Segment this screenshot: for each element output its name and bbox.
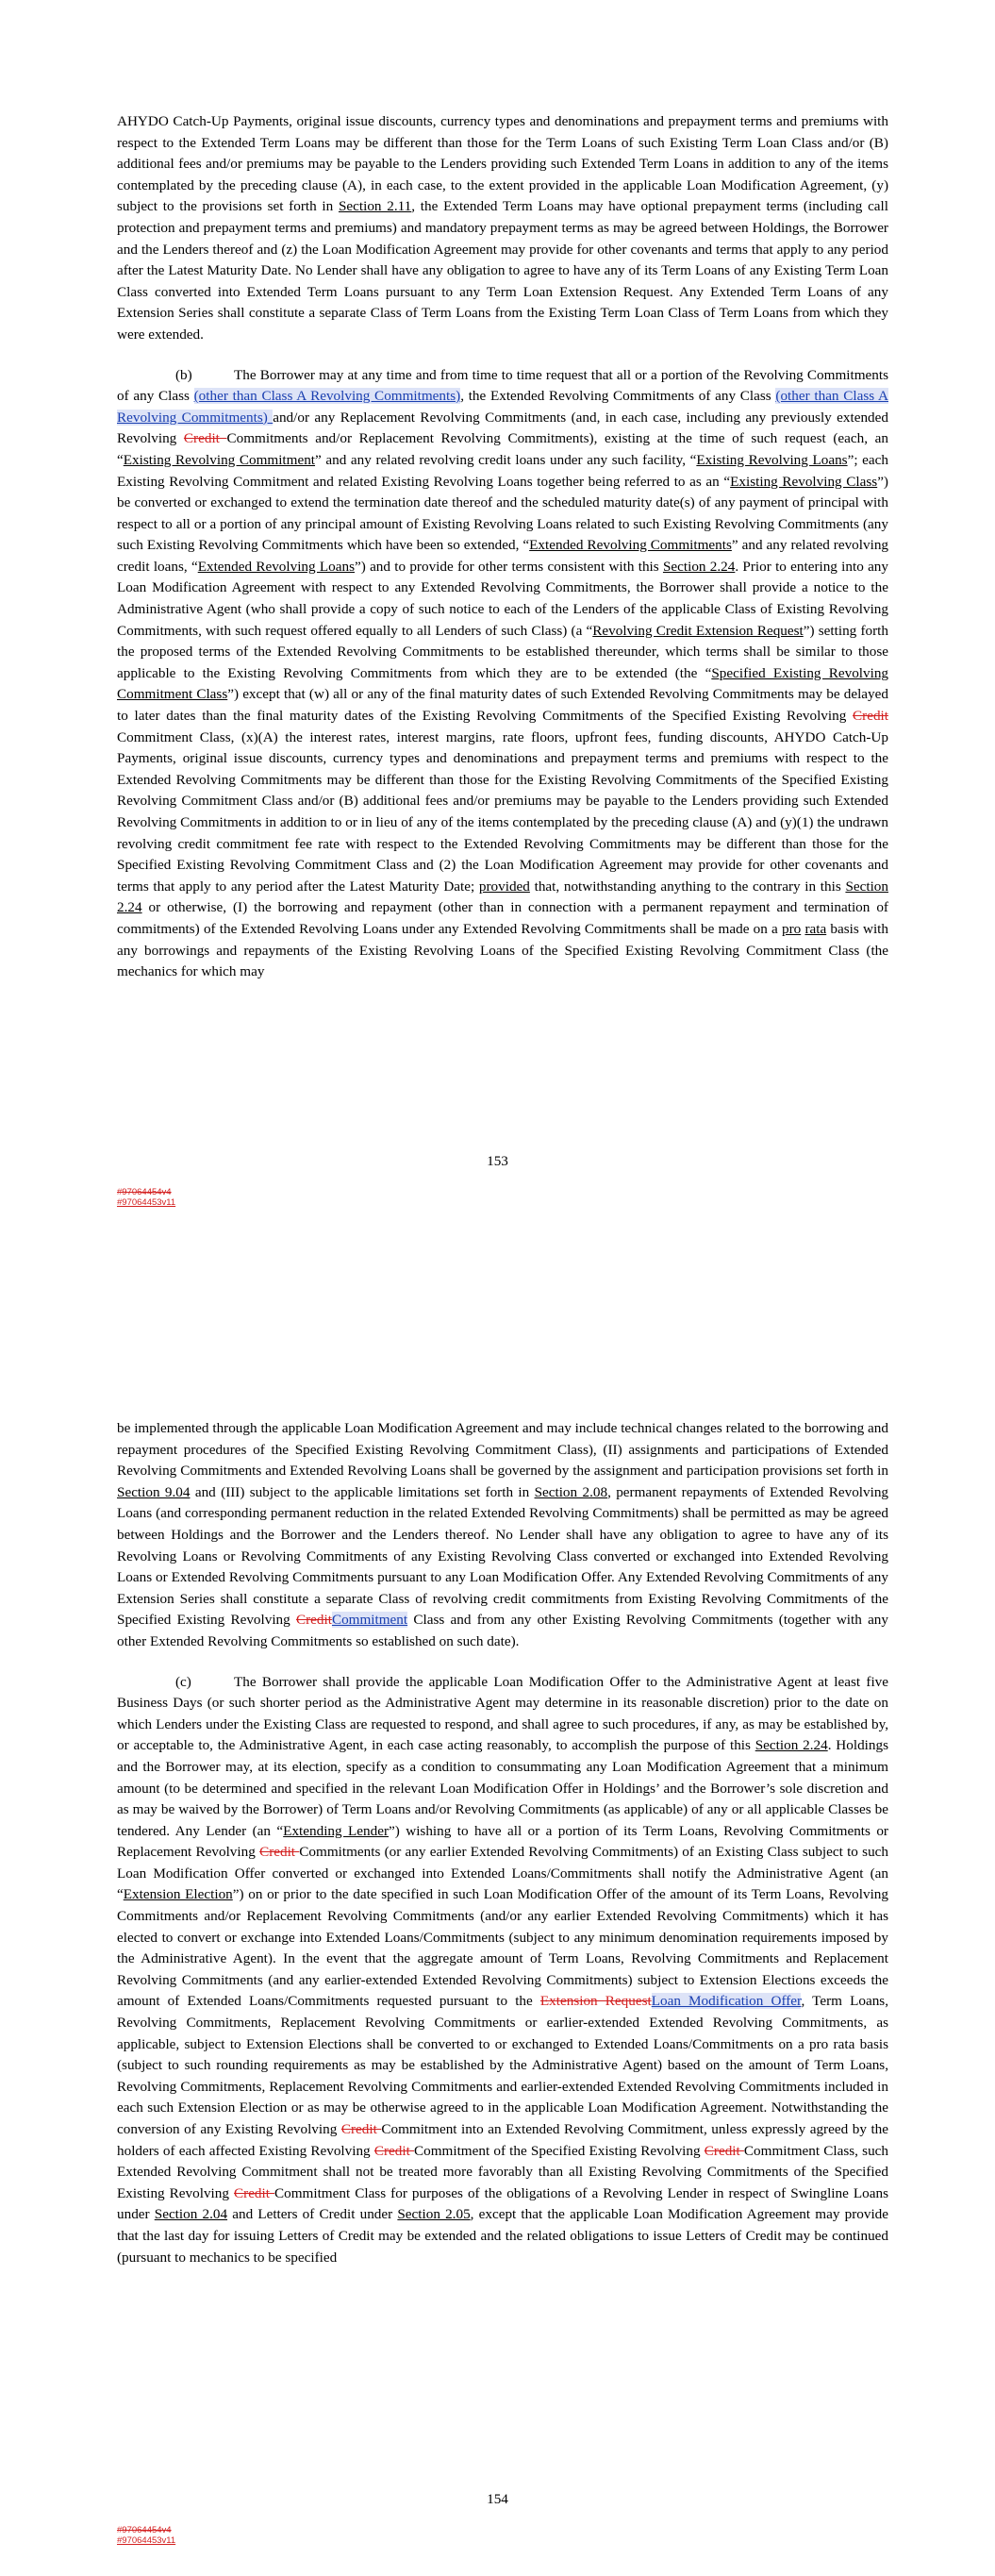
text-run: ”) setting forth the proposed terms of the Extended Revolving Commitments to be established thereunder, which terms shall be similar to those applicable to the Existing Revolving Commitments from which they are to be extended (the “ <box>117 622 888 681</box>
deleted-text: Credit <box>234 2184 275 2201</box>
page-154 <box>0 1418 995 2268</box>
clause-label-b: (b) <box>175 366 192 383</box>
defined-term: Section 9.04 <box>117 1483 191 1500</box>
paragraph-continuation-page-153 <box>117 111 888 346</box>
text-run: , Term Loans, Revolving Commitments, Replacement Revolving Commitments or earlier-extended Extended Revolving Commitments, as applicable, subject to Extension Elections shall be converted to or exchanged to Extended Loans/Commitments on a pro rata basis (subject to such rounding requirements as may be established by the Administrative Agent) based on the amount of Term Loans, Revolving Commitments, Replacement Revolving Commitments and earlier-extended Extended Revolving Commitments included in each such Extension Election or as may be otherwise agreed to in the applicable Loan Modification Agreement. Notwithstanding the conversion of any Existing Revolving <box>117 1993 888 2137</box>
text-run: Commitment Class, (x)(A) the interest rates, interest margins, rate floors, upfront fees, funding discounts, AHYDO Catch-Up Payments, original issue discounts, currency types and denominations and prepayment terms and premiums with respect to the Extended Revolving Commitments may be different than those for the Existing Revolving Commitments of the Specified Existing Revolving Commitment Class and/or (B) additional fees and/or premiums may be payable to the Lenders providing such Extended Revolving Commitments in addition to or in lieu of any of the items contemplated by the preceding clause (A) and (y)(1) the undrawn revolving credit commitment fee rate with respect to the Extended Revolving Commitments may be different than those for the Specified Existing Revolving Commitment Class and (2) the Loan Modification Agreement may provide for other covenants and terms that apply to any period after the Latest Maturity Date; <box>117 728 888 895</box>
text-run: Commitments and/or Replacement Revolving Commitments), existing at the time of such request (each, an “ <box>117 430 889 468</box>
defined-term: Section 2.24 <box>117 878 888 916</box>
inserted-text: Loan Modification Offer <box>651 1993 802 2010</box>
text-run: , permanent repayments of Extended Revolving Loans (and corresponding permanent reduction in the related Extended Revolving Commitments) shall be permitted as may be agreed between Holdings and the Borrower and the Lenders thereof. No Lender shall have any obligation to agree to have any of its Revolving Loans or Revolving Commitments of any Existing Revolving Class converted or exchanged into Extended Revolving Loans or Extended Revolving Commitments pursuant to any Loan Modification Offer. Any Extended Revolving Commitments of any Extension Series shall constitute a separate Class of revolving credit commitments from Existing Revolving Commitments of the Specified Existing Revolving <box>117 1483 889 1629</box>
text-run: that, notwithstanding anything to the contrary in this <box>529 878 846 895</box>
text-run: ”) and to provide for other terms consistent with this <box>355 558 663 575</box>
inserted-text: (other than Class A Revolving Commitments) <box>193 388 461 405</box>
text-run: Commitment Class for purposes of the obligations of a Revolving Lender in respect of Swingline Loans under <box>117 2184 888 2223</box>
text-run: Class and from any other Existing Revolving Commitments (together with any other Extended Revolving Commitments so established on such date). <box>117 1612 888 1649</box>
page-number-154: 154 <box>487 2491 508 2507</box>
text-run: ”) be converted or exchanged to extend the termination date thereof and the scheduled maturity date(s) of any payment of principal with respect to all or a portion of any principal amount of Existing Revolving Loans related to such Existing Revolving Commitments (any such Existing Revolving Commitments which have been so extended, “ <box>117 473 888 554</box>
text-run: ” and any related revolving credit loans under any such facility, “ <box>315 451 697 468</box>
deleted-text: Credit <box>340 2121 382 2137</box>
text-run: and Letters of Credit under <box>227 2206 398 2223</box>
document-id-footer-154 <box>117 2525 175 2546</box>
text-run: Commitment of the Specified Existing Revolving <box>414 2142 705 2159</box>
text-run: ”; each Existing Revolving Commitment and related Existing Revolving Loans together being referred to as an “ <box>117 451 888 490</box>
defined-term: Section 2.08 <box>534 1483 608 1500</box>
text-run: and (III) subject to the applicable limitations set forth in <box>190 1483 535 1500</box>
defined-term: Section 2.05 <box>397 2206 471 2223</box>
text-run: . Prior to entering into any Loan Modification Agreement with respect to any Extended Revolving Commitments, the Borrower shall provide a notice to the Administrative Agent (who shall provide a copy of such notice to each of the Lenders of the applicable Class of Existing Revolving Commitments, with such request offered equally to all Lenders of such Class) (a “ <box>117 558 888 639</box>
paragraph-c <box>117 1672 888 2269</box>
defined-term: Section 2.24 <box>662 558 736 575</box>
defined-term: Existing Revolving Class <box>730 473 878 490</box>
deleted-text: Credit <box>373 2142 414 2159</box>
defined-term: Extending Lender <box>283 1822 390 1839</box>
deleted-text: Credit <box>704 2142 744 2159</box>
defined-term: pro <box>781 920 802 937</box>
text-run: , the Extended Term Loans may have optional prepayment terms (including call protection and prepayment terms and premiums) and mandatory prepayment terms as may be agreed between Holdings, the Borrower and the Lenders thereof and (z) the Loan Modification Agreement may provide for other covenants and terms that apply to any period after the Latest Maturity Date. No Lender shall have any obligation to agree to have any of its Term Loans of any Existing Term Loan Class converted into Extended Term Loans pursuant to any Term Loan Extension Request. Any Extended Term Loans of any Extension Series shall constitute a separate Class of Term Loans from the Existing Term Loan Class of Term Loans from which they were extended. <box>117 198 888 343</box>
paragraph-b <box>117 365 888 983</box>
defined-term: Specified Existing Revolving Commitment Class <box>117 664 889 703</box>
deleted-text: Extension Request <box>539 1993 652 2010</box>
document-id-footer-153 <box>117 1187 175 1208</box>
doc-id-old: #97064454v4 <box>117 1187 172 1197</box>
text-run: ” and any related revolving credit loans, “ <box>117 537 889 575</box>
text-run: and/or any Replacement Revolving Commitments (and, in each case, including any previously extended Revolving <box>117 409 888 447</box>
paragraph-continuation-page-154 <box>117 1418 888 1653</box>
deleted-text: Credit <box>259 1844 300 1861</box>
defined-term: Section 2.11 <box>338 198 412 215</box>
text-run: The Borrower shall provide the applicable Loan Modification Offer to the Administrative Agent at least five Business Days (or such shorter period as the Administrative Agent may determine in its reasonable discretion) prior to the date on which Lenders under the Existing Class are requested to respond, and shall agree to such procedures, if any, as may be established by, or acceptable to, the Administrative Agent, in each case acting reasonably, to accomplish the purpose of this <box>117 1673 888 1754</box>
clause-label-c: (c) <box>175 1673 191 1690</box>
deleted-text: Credit <box>853 708 888 725</box>
text-run: , except that the applicable Loan Modification Agreement may provide that the last day for issuing Letters of Credit may be extended and the related obligations to issue Letters of Credit may be continued (pursuant to mechanics to be specified <box>117 2206 888 2266</box>
text-run: , the Extended Revolving Commitments of any Class <box>460 388 776 405</box>
defined-term: Section 2.24 <box>755 1737 828 1754</box>
paragraph-c-body <box>117 1674 888 2266</box>
text-run: ”) except that (w) all or any of the final maturity dates of such Extended Revolving Commitments may be delayed to later dates than the final maturity dates of the Existing Revolving Commitments of the Specified Existing Revolving <box>117 686 888 725</box>
defined-term: Existing Revolving Loans <box>696 451 848 468</box>
doc-id-new: #97064453v11 <box>117 2535 176 2546</box>
doc-id-old: #97064454v4 <box>117 2525 172 2535</box>
page-number-153: 153 <box>487 1153 508 1169</box>
deleted-text: Credit <box>295 1612 332 1629</box>
text-run: basis with any borrowings and repayments of the Existing Revolving Loans of the Specified Existing Revolving Commitment Class (the mechanics for which may <box>117 920 888 980</box>
text-run: . Holdings and the Borrower may, at its election, specify as a condition to consummating any Loan Modification Agreement that a minimum amount (to be determined and specified in the relevant Loan Modification Offer in Holdings’ and the Borrower’s sole discretion and as may be waived by the Borrower) of Term Loans and/or Revolving Commitments (as applicable) of any or all applicable Classes be tendered. Any Lender (an “ <box>117 1737 888 1839</box>
defined-term: provided <box>478 878 530 895</box>
inserted-text: Commitment <box>331 1612 408 1629</box>
text-run: or otherwise, (I) the borrowing and repayment (other than in connection with a permanent repayment and termination of commitments) of the Extended Revolving Loans under any Extended Revolving Commitments shall be made on a <box>117 899 888 937</box>
text-run: ”) on or prior to the date specified in such Loan Modification Offer of the amount of its Term Loans, Revolving Commitments and/or Replacement Revolving Commitments (and/or any earlier Extended Revolving Commitments) which it has elected to convert or exchange into Extended Loans/Commitments (subject to any minimum denomination requirements imposed by the Administrative Agent). In the event that the aggregate amount of Term Loans, Revolving Commitments and Replacement Revolving Commitments (and any earlier-extended Extended Revolving Commitments) subject to Extension Elections exceeds the amount of Extended Loans/Commitments requested pursuant to the <box>117 1886 888 2010</box>
text-run: The Borrower may at any time and from time to time request that all or a portion of the Revolving Commitments of any Class <box>117 366 888 405</box>
doc-id-new: #97064453v11 <box>117 1197 176 1208</box>
defined-term: rata <box>804 920 827 937</box>
inserted-text: (other than Class A Revolving Commitments) <box>117 388 888 426</box>
defined-term: Existing Revolving Commitment <box>123 451 316 468</box>
defined-term: Revolving Credit Extension Request <box>592 622 804 639</box>
text-run: Commitments (or any earlier Extended Revolving Commitments) of an Existing Class subject to such Loan Modification Offer converted or exchanged into Extended Loans/Commitments shall notify the Administrative Agent (an “ <box>117 1844 888 1903</box>
defined-term: Extended Revolving Commitments <box>529 537 732 554</box>
text-run: be implemented through the applicable Loan Modification Agreement and may include technical changes related to the borrowing and repayment procedures of the Specified Existing Revolving Commitment Class), (II) assignments and participations of Extended Revolving Commitments and Extended Revolving Loans shall be governed by the assignment and participation provisions set forth in <box>117 1420 888 1480</box>
text-run: Commitment into an Extended Revolving Commitment, unless expressly agreed by the holders of each affected Existing Revolving <box>117 2121 889 2159</box>
text-run: AHYDO Catch-Up Payments, original issue discounts, currency types and denominations and prepayment terms and premiums with respect to the Extended Term Loans may be different than those for the Term Loans of such Existing Term Loan Class and/or (B) additional fees and/or premiums may be payable to the Lenders providing such Extended Term Loans in addition to any of the items contemplated by the preceding clause (A), in each case, to the extent provided in the applicable Loan Modification Agreement, (y) subject to the provisions set forth in <box>117 113 888 215</box>
page-153 <box>0 111 995 983</box>
paragraph-b-body <box>117 367 888 980</box>
text-run: Commitment Class, such Extended Revolving Commitment shall not be treated more favorably than all Existing Revolving Commitments of the Specified Existing Revolving <box>117 2142 889 2201</box>
defined-term: Extended Revolving Loans <box>197 558 355 575</box>
deleted-text: Credit <box>183 430 227 447</box>
defined-term: Extension Election <box>123 1886 233 1903</box>
defined-term: Section 2.04 <box>154 2206 228 2223</box>
text-run: ”) wishing to have all or a portion of its Term Loans, Revolving Commitments or Replacement Revolving <box>117 1822 888 1861</box>
